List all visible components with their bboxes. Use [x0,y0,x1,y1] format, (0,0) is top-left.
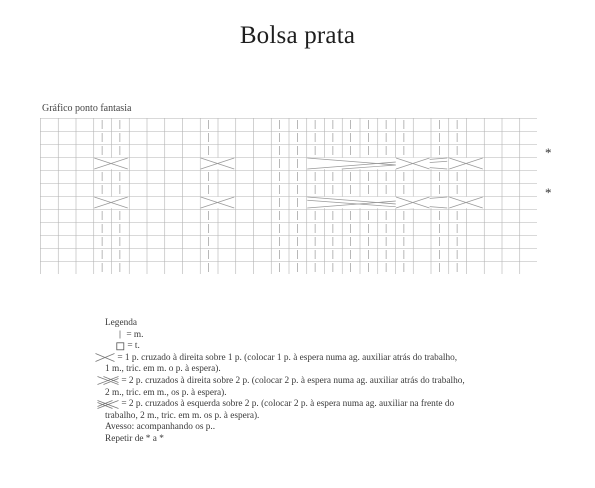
legend-item-cont: trabalho, 2 m., tric. em m. os p. à espera). [105,410,260,421]
legend-item-cont: 1 m., tric. em m. o p. à espera). [105,364,221,375]
legend-item-text: = m. [126,329,144,340]
legend-title: Legenda [105,318,138,328]
legend [105,318,545,446]
reverse-note: Avesso: acompanhando os p.. [105,422,216,433]
cross-right-2-icon [97,376,119,385]
legend-item-cross-right-2 [97,376,545,388]
cross-1-icon [95,353,115,362]
legend-item-purl [105,341,545,353]
cross-left-2-icon [97,400,119,409]
legend-item-knit [105,330,545,342]
legend-item-text: = 2 p. cruzados à esquerda sobre 2 p. (colocar 2 p. à espera numa ag. auxiliar na frente do [121,399,455,410]
repeat-note: Repetir de * a * [105,433,164,444]
repeat-start-asterisk: * [545,145,552,160]
legend-item-cont: 2 m., tric. em m., os p. à espera). [105,387,227,398]
page-title: Bolsa prata [239,22,356,49]
legend-item-text: = t. [127,341,140,352]
legend-item-text: = 1 p. cruzado à direita sobre 1 p. (colocar 1 p. à espera numa ag. auxiliar atrás do trabalho, [117,352,458,363]
legend-item-text: = 2 p. cruzados à direita sobre 2 p. (colocar 2 p. à espera numa ag. auxiliar atrás do trabalho, [121,375,465,386]
legend-item-cross-left-2 [97,399,545,411]
repeat-end-asterisk: * [545,185,552,200]
chart-label: Gráfico ponto fantasia [42,103,132,114]
knit-icon [116,330,124,339]
stitch-chart [40,118,537,274]
legend-item-cross-1 [95,353,545,365]
purl-icon [116,342,125,351]
